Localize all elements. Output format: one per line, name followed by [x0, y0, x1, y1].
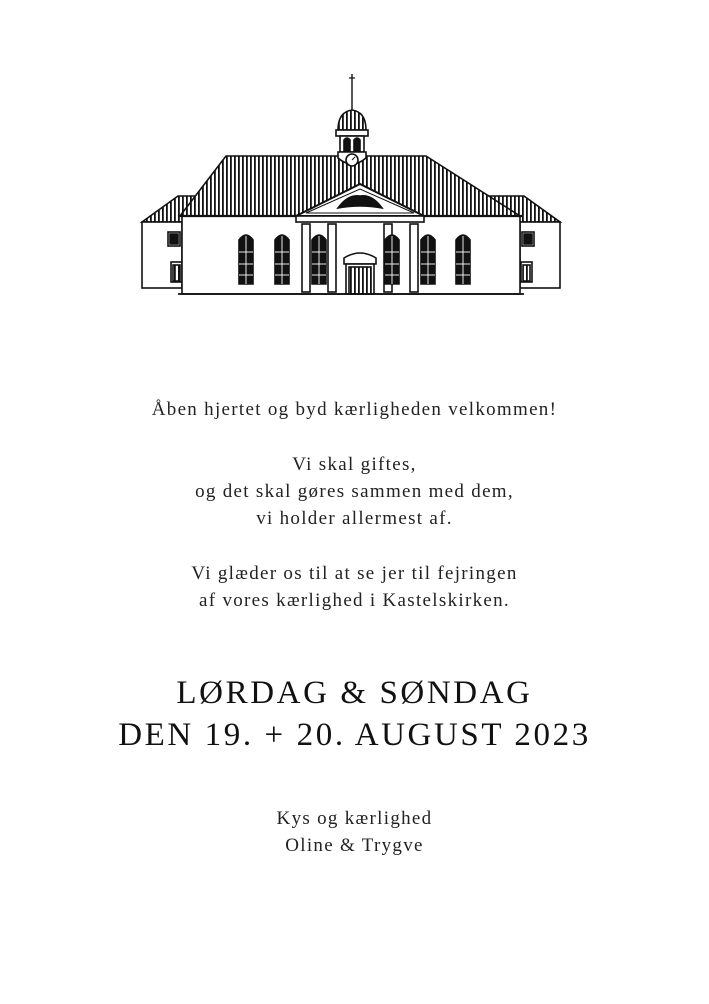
church-illustration — [138, 72, 564, 298]
event-date: DEN 19. + 20. AUGUST 2023 — [118, 717, 591, 753]
invite-line: af vores kærlighed i Kastelskirken. — [199, 590, 510, 611]
verse-text — [0, 451, 709, 532]
event-dates — [0, 672, 709, 756]
signoff-greeting: Kys og kærlighed — [276, 808, 433, 829]
verse-line: og det skal gøres sammen med dem, — [195, 481, 514, 502]
verse-line: vi holder allermest af. — [256, 508, 453, 529]
signoff — [0, 805, 709, 859]
verse-line: Vi skal giftes, — [292, 454, 417, 475]
greeting-text — [0, 396, 709, 423]
event-days: LØRDAG & SØNDAG — [176, 675, 533, 711]
invite-text — [0, 560, 709, 614]
invite-line: Vi glæder os til at se jer til fejringen — [191, 563, 518, 584]
signoff-names: Oline & Trygve — [285, 835, 424, 856]
greeting-line: Åben hjertet og byd kærligheden velkommen! — [151, 399, 558, 420]
